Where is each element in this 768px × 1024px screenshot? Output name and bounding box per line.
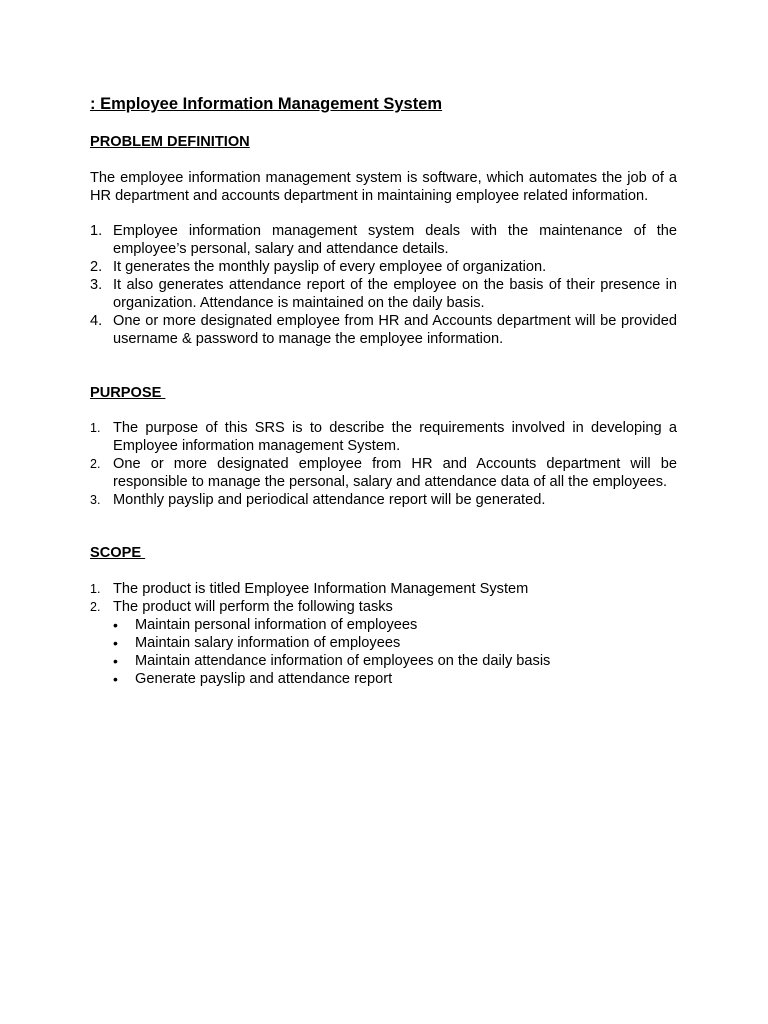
list-item-text: The product is titled Employee Information Management System [113,581,529,597]
bullet-item [113,670,677,688]
bullet-icon: • [113,671,118,687]
list-item [90,598,677,616]
list-item-number: 2. [90,600,101,614]
list-item-number: 1. [90,421,101,435]
bullet-item-text: Maintain salary information of employees [135,635,401,651]
problem-definition-list [90,222,677,348]
list-item-text: Monthly payslip and periodical attendance report will be generated. [113,492,546,508]
list-item-number: 2. [90,457,101,471]
bullet-item [113,634,677,652]
list-item [90,491,677,509]
scope-heading: SCOPE [90,545,146,561]
problem-definition-heading: PROBLEM DEFINITION [90,134,250,150]
bullet-item [113,616,677,634]
list-item-text: It generates the monthly payslip of every employee of organization. [113,259,547,275]
scope-list [90,580,677,616]
list-item-number: 3. [90,493,101,507]
list-item-number: 1. [90,582,101,596]
list-item [90,312,677,348]
list-item [90,222,677,258]
problem-definition-paragraph: The employee information management system is software, which automates the job of a HR department and accounts department in maintaining employee related information. [90,170,677,204]
list-item [90,455,677,491]
list-item-text: It also generates attendance report of the employee on the basis of their presence in organization. Attendance is maintained on the daily basis. [113,277,677,311]
scope-task-list [90,616,677,688]
document-page [90,93,677,688]
list-item-text: Employee information management system deals with the maintenance of the employee’s personal, salary and attendance details. [113,223,677,257]
list-item-text: One or more designated employee from HR and Accounts department will be provided username & password to manage the employee information. [113,313,677,347]
list-item-number: 2. [90,259,103,275]
bullet-item-text: Maintain personal information of employees [135,617,418,633]
bullet-item [113,652,677,670]
list-item [90,276,677,312]
bullet-icon: • [113,635,118,651]
bullet-item-text: Maintain attendance information of employees on the daily basis [135,653,551,669]
purpose-list [90,419,677,509]
list-item-number: 1. [90,223,103,239]
list-item-text: One or more designated employee from HR and Accounts department will be responsible to manage the personal, salary and attendance data of all the employees. [113,456,677,490]
list-item [90,419,677,455]
list-item-text: The product will perform the following tasks [113,599,393,615]
list-item-text: The purpose of this SRS is to describe the requirements involved in developing a Employee information management System. [113,420,677,454]
bullet-item-text: Generate payslip and attendance report [135,671,393,687]
bullet-icon: • [113,653,118,669]
document-title: : Employee Information Management System [90,95,443,113]
bullet-icon: • [113,617,118,633]
list-item-number: 3. [90,277,103,293]
list-item-number: 4. [90,313,103,329]
list-item [90,258,677,276]
purpose-heading: PURPOSE [90,385,166,401]
list-item [90,580,677,598]
